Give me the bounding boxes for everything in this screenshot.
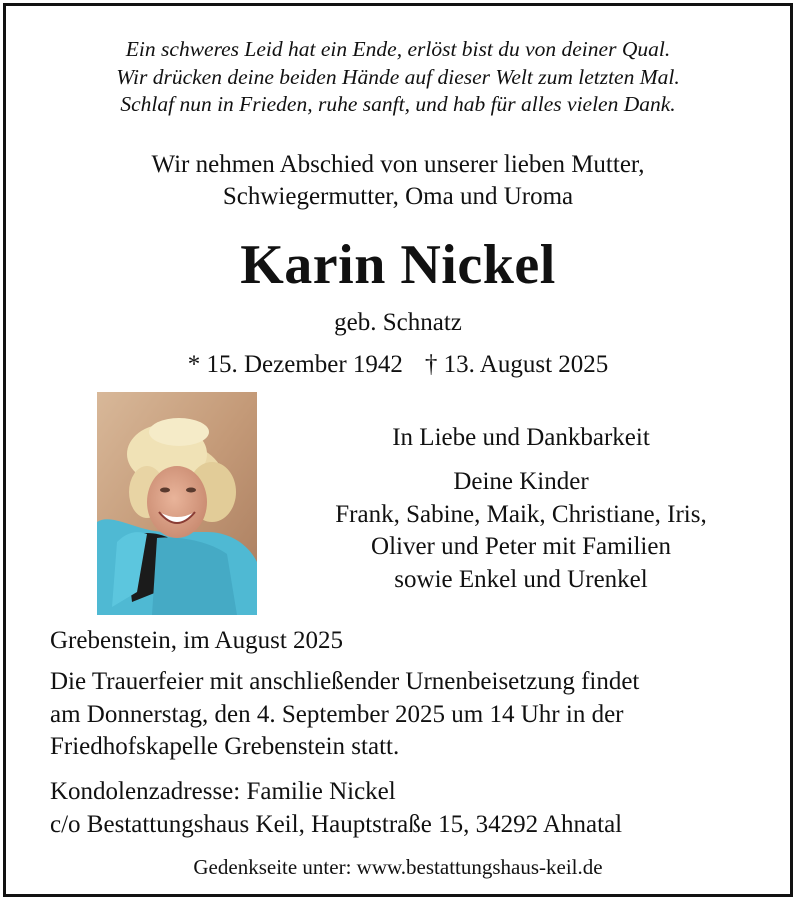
intro-line: Wir nehmen Abschied von unserer lieben Mutter, bbox=[151, 151, 645, 178]
poem-line: Ein schweres Leid hat ein Ende, erlöst bist du von deiner Qual. bbox=[125, 37, 671, 61]
family-line: Frank, Sabine, Maik, Christiane, Iris, bbox=[335, 500, 707, 528]
deceased-name: Karin Nickel bbox=[240, 234, 556, 296]
condolence-address bbox=[50, 776, 622, 841]
memorial-page-link[interactable]: Gedenkseite unter: www.bestattungshaus-keil.de bbox=[193, 855, 603, 879]
family-list bbox=[284, 466, 758, 596]
family-line: Oliver und Peter mit Familien bbox=[371, 533, 671, 560]
birth-name: geb. Schnatz bbox=[334, 309, 462, 336]
poem-line: Schlaf nun in Frieden, ruhe sanft, und hab für alles vielen Dank. bbox=[120, 92, 676, 116]
life-dates bbox=[6, 349, 790, 381]
farewell-intro bbox=[6, 149, 790, 213]
family-line: Deine Kinder bbox=[453, 468, 589, 495]
obituary-notice bbox=[3, 3, 793, 897]
portrait-illustration bbox=[97, 392, 257, 615]
ceremony-line: Die Trauerfeier mit anschließender Urnenbeisetzung findet bbox=[50, 668, 640, 695]
closing-line: In Liebe und Dankbarkeit bbox=[392, 424, 650, 451]
poem-line: Wir drücken deine beiden Hände auf dieser Welt zum letzten Mal. bbox=[116, 64, 680, 89]
condolence-line: Kondolenzadresse: Familie Nickel bbox=[50, 778, 396, 805]
place-and-date: Grebenstein, im August 2025 bbox=[50, 627, 344, 654]
poem bbox=[6, 36, 790, 119]
family-line: sowie Enkel und Urenkel bbox=[394, 565, 648, 593]
ceremony-line: Friedhofskapelle Grebenstein statt. bbox=[50, 733, 400, 760]
death-date: † 13. August 2025 bbox=[424, 351, 609, 378]
ceremony-info bbox=[50, 666, 639, 764]
intro-line: Schwiegermutter, Oma und Uroma bbox=[222, 183, 574, 210]
ceremony-line: am Donnerstag, den 4. September 2025 um 14 Uhr in der bbox=[50, 700, 624, 728]
portrait-photo bbox=[97, 392, 257, 615]
condolence-line: c/o Bestattungshaus Keil, Hauptstraße 15, 34292 Ahnatal bbox=[50, 810, 623, 838]
birth-date: * 15. Dezember 1942 bbox=[187, 351, 403, 378]
